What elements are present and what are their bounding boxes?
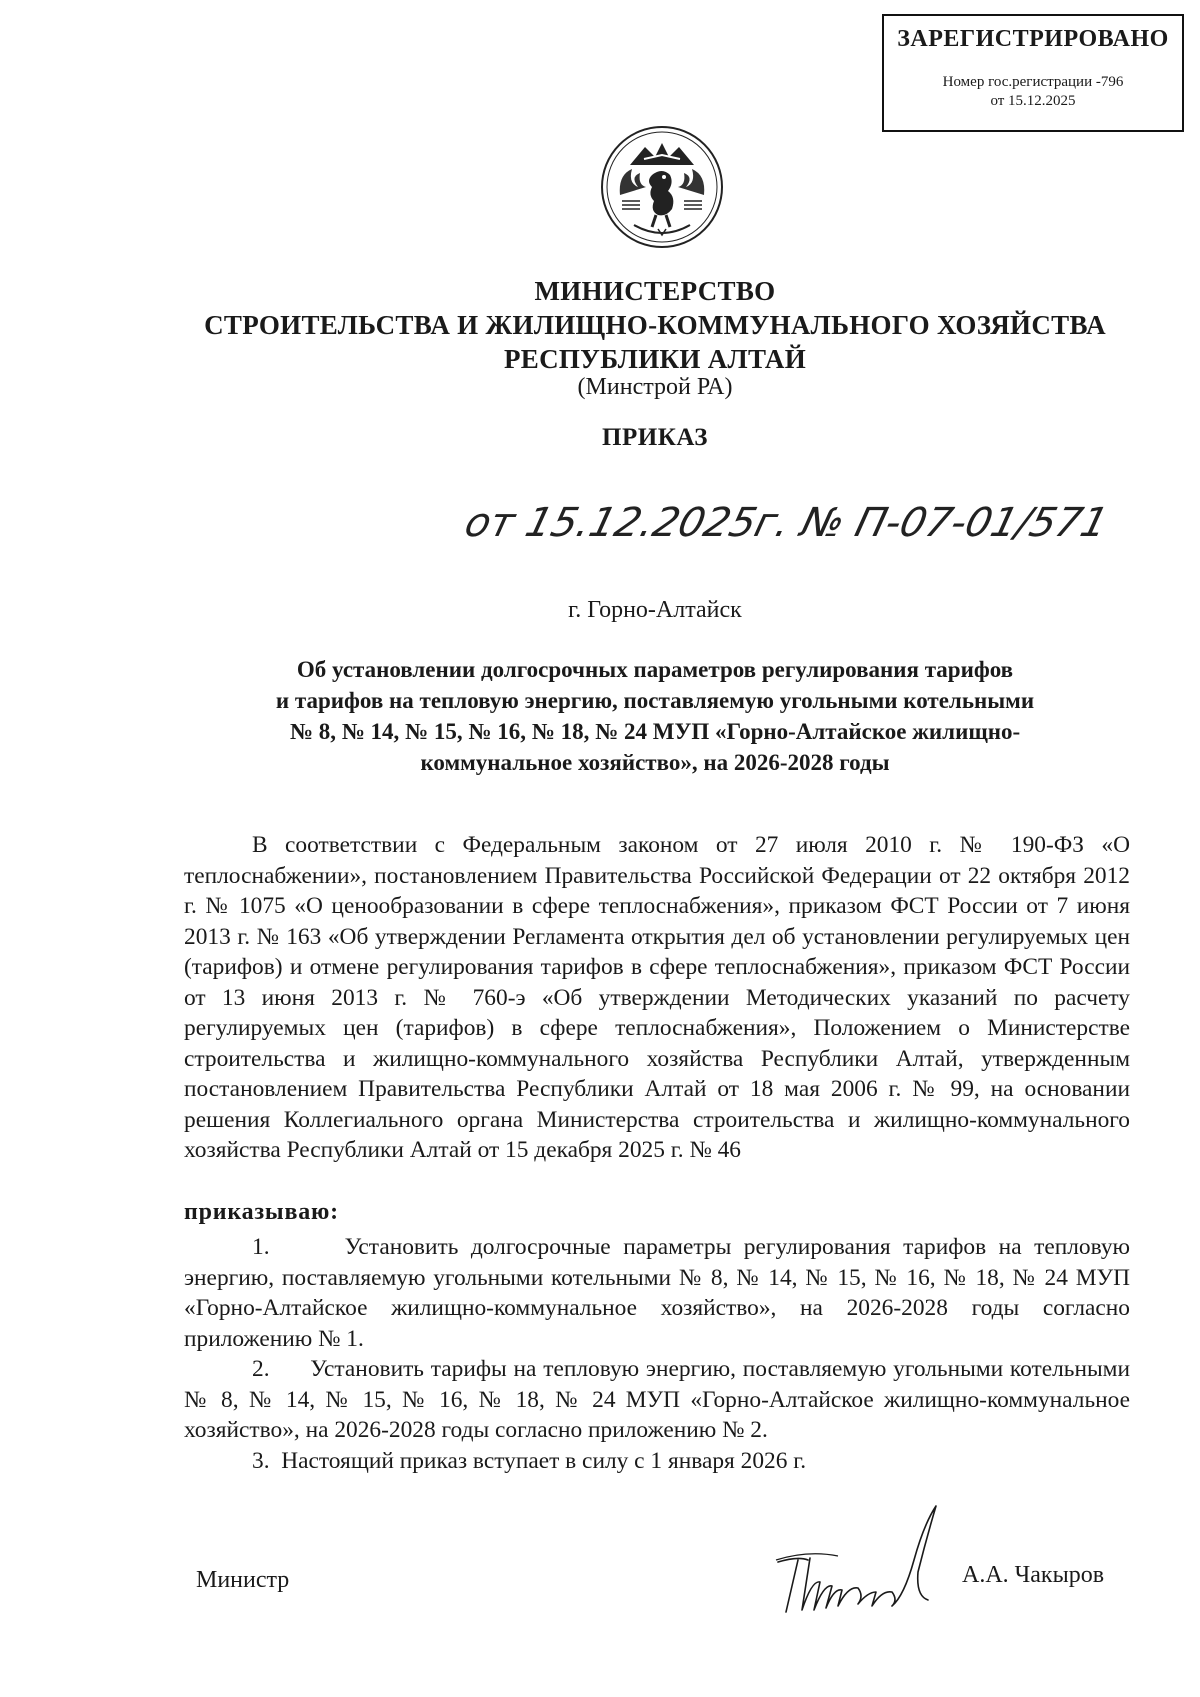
order-item-2-text: 2. Установить тарифы на тепловую энергию, поставляемую угольными котельными № 8, № 14, № 15, № 16, № 18, № 24 МУП «Горно-Алтайское жилищно-коммунальное хозяйство», на 2026-2028 годы согласно приложению № 2. — [184, 1356, 1136, 1443]
order-item-2 — [184, 1354, 1136, 1446]
ministry-name — [0, 274, 1200, 376]
order-item-3 — [184, 1446, 1130, 1477]
stamp-reg-number: Номер гос.регистрации -796 — [942, 74, 1124, 90]
subject-line3: № 8, № 14, № 15, № 16, № 18, № 24 МУП «Горно-Алтайское жилищно- — [289, 719, 1021, 744]
order-item-1 — [184, 1232, 1136, 1354]
city: г. Горно-Алтайск — [568, 597, 742, 623]
order-item-3-text: 3. Настоящий приказ вступает в силу с 1 января 2026 г. — [252, 1448, 807, 1474]
preamble-text: В соответствии с Федеральным законом от 27 июля 2010 г. № 190-ФЗ «О теплоснабжении», постановлением Правительства Российской Федерации от 22 октября 2012 г. № 1075 «О ценообразовании в сфере теплоснабжения», приказом ФСТ России от 7 июня 2013 г. № 163 «Об утверждении Регламента открытия дел об установлении регулируемых цен (тарифов) и отмене регулирования тарифов в сфере теплоснабжения», приказом ФСТ России от 13 июня 2013 г. № 760-э «Об утверждении Методических указаний по расчету регулируемых цен (тарифов) в сфере теплоснабжения», Положением о Министерстве строительства и жилищно-коммунального хозяйства Республики Алтай, утвержденным постановлением Правительства Республики Алтай от 18 мая 2006 г. № 99, на основании решения Коллегиального органа Министерства строительства и жилищно-коммунального хозяйства Республики Алтай от 15 декабря 2025 г. № 46 — [184, 832, 1130, 1163]
republic-altai-coat-of-arms-icon — [600, 125, 724, 249]
order-subject — [200, 654, 1110, 778]
handwritten-signature-icon — [768, 1500, 964, 1618]
document-type: ПРИКАЗ — [602, 424, 708, 451]
ministry-line3: РЕСПУБЛИКИ АЛТАЙ — [503, 344, 807, 374]
signatory-name: А.А. Чакыров — [962, 1562, 1105, 1588]
registration-stamp — [882, 14, 1184, 132]
order-item-1-text: 1. Установить долгосрочные параметры регулирования тарифов на тепловую энергию, поставляемую угольными котельными № 8, № 14, № 15, № 16, № 18, № 24 МУП «Горно-Алтайское жилищно-коммунальное хозяйство», на 2026-2028 годы согласно приложению № 1. — [184, 1234, 1136, 1352]
order-word: приказываю: — [184, 1199, 339, 1225]
signatory-role: Министр — [196, 1567, 290, 1593]
order-date-number: от 15.12.2025г. № П-07-01/571 — [460, 500, 1113, 546]
ministry-line2: СТРОИТЕЛЬСТВА И ЖИЛИЩНО-КОММУНАЛЬНОГО ХОЗЯЙСТВА — [204, 310, 1106, 340]
stamp-reg-date: от 15.12.2025 — [990, 93, 1076, 109]
preamble-paragraph — [184, 830, 1130, 1166]
ministry-line1: МИНИСТЕРСТВО — [534, 276, 776, 306]
stamp-title: ЗАРЕГИСТРИРОВАНО — [897, 26, 1169, 52]
subject-line4: коммунальное хозяйство», на 2026-2028 годы — [420, 750, 890, 775]
ministry-abbreviation: (Минстрой РА) — [577, 374, 733, 400]
subject-line2: и тарифов на тепловую энергию, поставляемую угольными котельными — [275, 688, 1035, 713]
subject-line1: Об установлении долгосрочных параметров регулирования тарифов — [296, 657, 1014, 682]
